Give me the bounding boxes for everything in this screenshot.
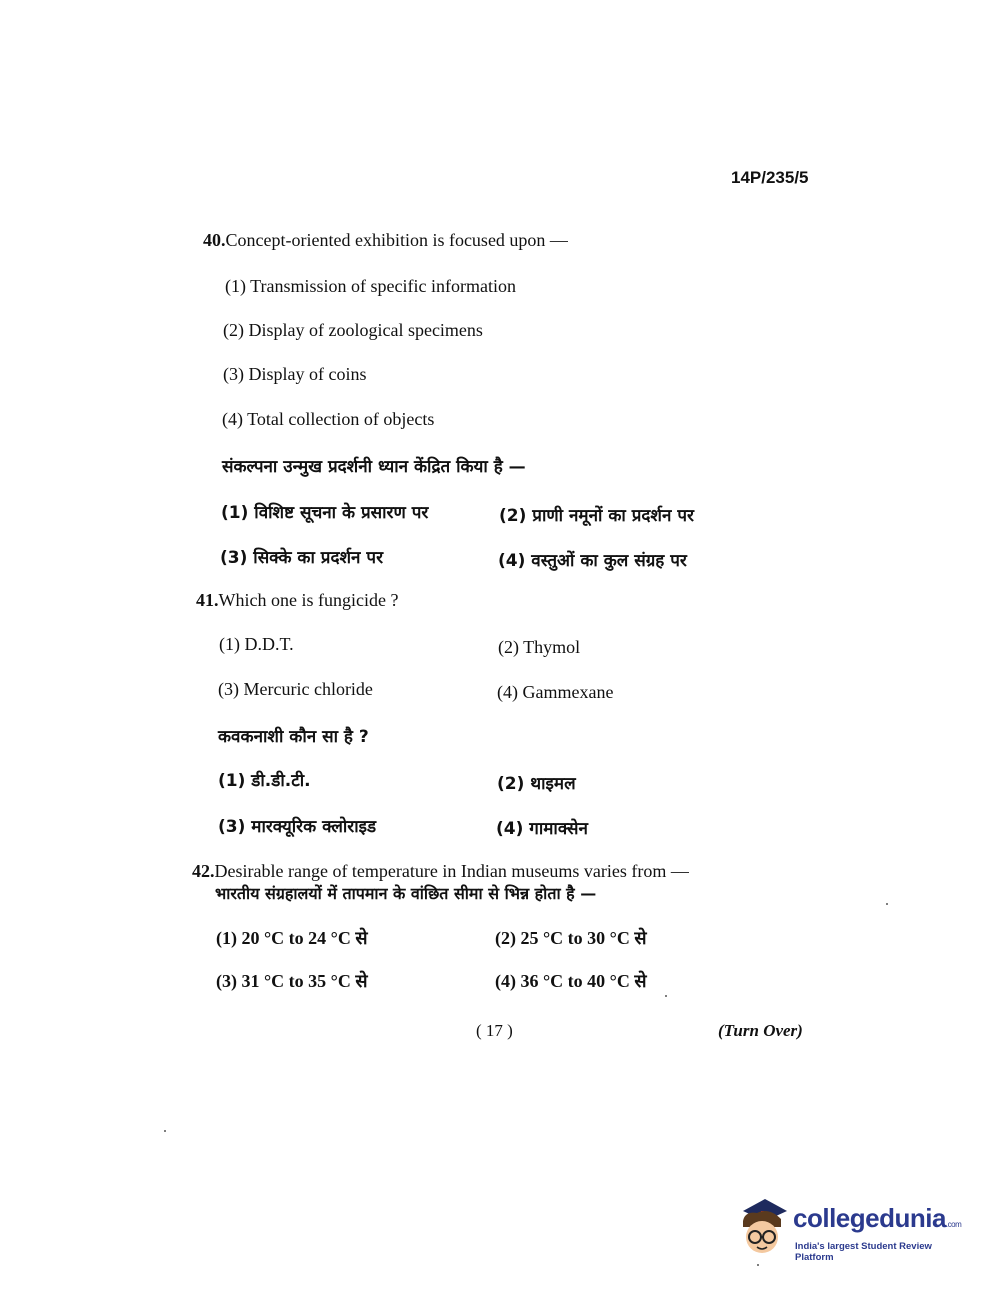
q40-option-1: (1) Transmission of specific information [225,276,516,296]
q40-hindi-option-3: (3) सिक्के का प्रदर्शन पर [220,548,384,568]
question-41 [196,590,398,611]
scan-speck [665,995,667,997]
q40-option-3: (3) Display of coins [223,364,367,384]
paper-code: 14P/235/5 [731,168,809,187]
q40-hindi-option-1: (1) विशिष्ट सूचना के प्रसारण पर [221,503,429,523]
q41-option-1: (1) D.D.T. [219,634,294,654]
brand-tagline: India's largest Student Review Platform [795,1241,932,1263]
q41-option-3: (3) Mercuric chloride [218,679,373,699]
q40-hindi-option-4: (4) वस्तुओं का कुल संग्रह पर [498,551,687,571]
q41-option-4: (4) Gammexane [497,682,614,702]
q40-option-4: (4) Total collection of objects [222,409,435,429]
q40-hindi-text: संकल्पना उन्मुख प्रदर्शनी ध्यान केंद्रित किया है — [222,457,526,477]
q41-hindi-option-3: (3) मारक्यूरिक क्लोराइड [218,817,377,837]
page-number: ( 17 ) [476,1021,513,1040]
brand-name: collegedunia.com [793,1203,962,1233]
question-number: 40. [203,230,226,250]
q41-hindi-option-2: (2) थाइमल [497,774,576,794]
collegedunia-watermark [735,1197,965,1267]
q42-option-4: (4) 36 °C to 40 °C से [495,971,647,991]
mascot-icon [735,1197,791,1257]
question-text: Which one is fungicide ? [218,590,399,610]
question-42 [192,861,689,882]
scan-speck [886,903,888,905]
q41-hindi-option-4: (4) गामाक्सेन [496,819,588,839]
scan-speck [164,1130,166,1132]
q42-option-2: (2) 25 °C to 30 °C से [495,928,647,948]
q41-option-2: (2) Thymol [498,637,581,657]
q42-option-1: (1) 20 °C to 24 °C से [216,928,368,948]
q42-hindi-text: भारतीय संग्रहालयों में तापमान के वांछित सीमा से भिन्न होता है — [215,884,597,903]
q42-option-3: (3) 31 °C to 35 °C से [216,971,368,991]
turn-over-label: (Turn Over) [718,1021,803,1040]
question-number: 41. [196,590,219,610]
question-text: Desirable range of temperature in Indian museums varies from — [214,861,689,881]
question-text: Concept-oriented exhibition is focused upon — [225,230,568,250]
question-40 [203,230,568,251]
q40-hindi-option-2: (2) प्राणी नमूनों का प्रदर्शन पर [499,506,694,526]
q41-hindi-option-1: (1) डी.डी.टी. [218,771,311,791]
q40-option-2: (2) Display of zoological specimens [223,320,483,340]
question-number: 42. [192,861,215,881]
q41-hindi-text: कवकनाशी कौन सा है ? [218,727,369,747]
